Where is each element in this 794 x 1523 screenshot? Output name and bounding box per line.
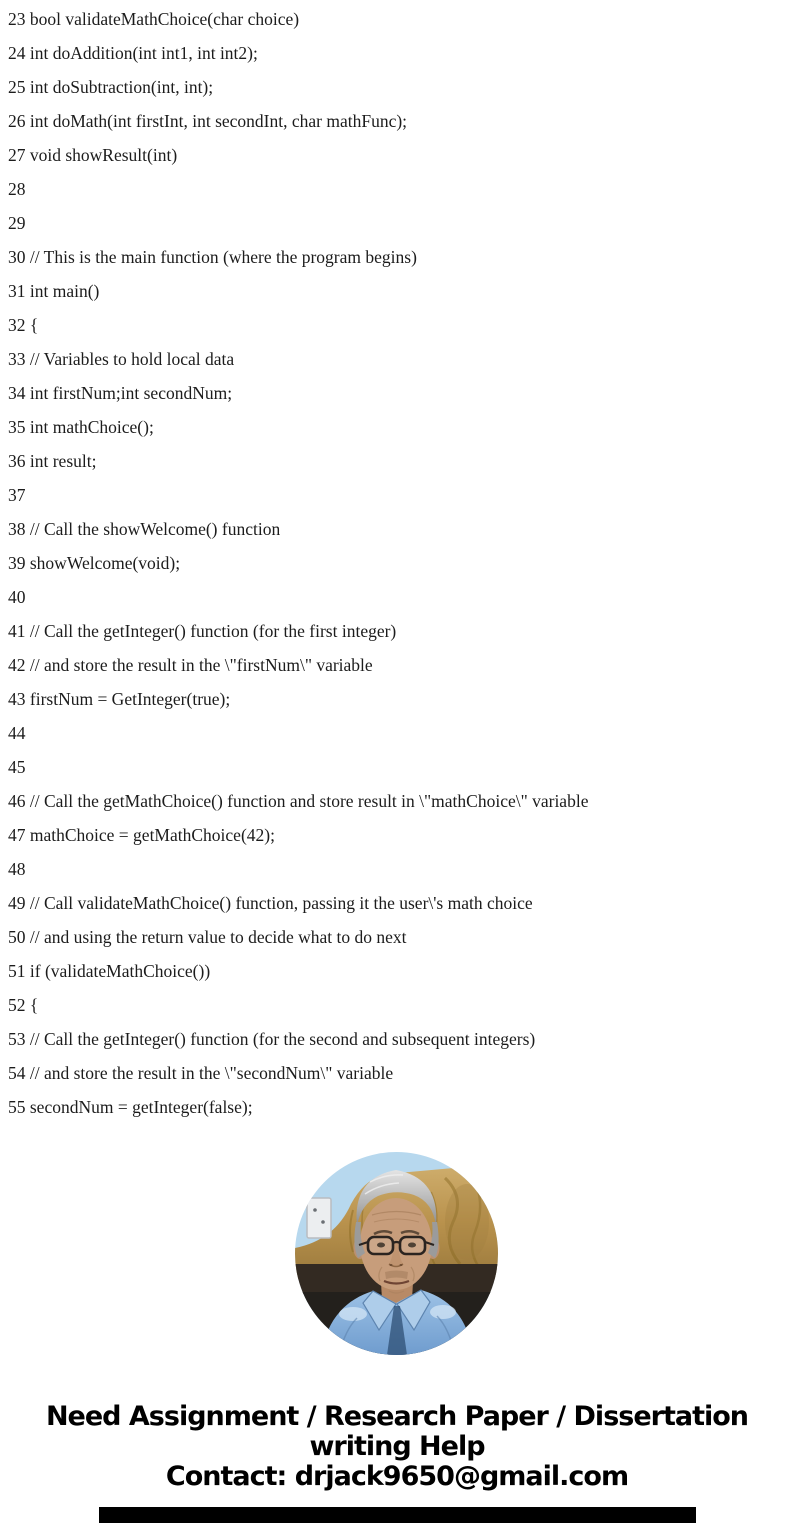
code-line: 30 // This is the main function (where the program begins)	[8, 247, 417, 267]
code-line: 44	[8, 723, 26, 743]
code-line: 27 void showResult(int)	[8, 145, 178, 165]
code-line: 23 bool validateMathChoice(char choice)	[8, 9, 300, 29]
footer-ad	[0, 1402, 794, 1492]
light-switch	[307, 1198, 331, 1238]
code-line: 40	[8, 587, 26, 607]
code-line: 41 // Call the getInteger() function (for the first integer)	[8, 621, 397, 641]
code-line: 43 firstNum = GetInteger(true);	[8, 689, 231, 709]
ad-line-2: writing Help	[309, 1431, 485, 1462]
code-line: 29	[8, 213, 26, 233]
code-line: 34 int firstNum;int secondNum;	[8, 383, 233, 403]
code-line: 25 int doSubtraction(int, int);	[8, 77, 214, 97]
code-line: 38 // Call the showWelcome() function	[8, 519, 281, 539]
ad-line-1: Need Assignment / Research Paper / Dissertation	[45, 1401, 749, 1432]
code-line: 24 int doAddition(int int1, int int2);	[8, 43, 258, 63]
code-line: 26 int doMath(int firstInt, int secondInt, char mathFunc);	[8, 111, 408, 131]
code-line: 51 if (validateMathChoice())	[8, 961, 211, 981]
code-line: 52 {	[8, 995, 39, 1015]
video-progress-bar	[99, 1507, 696, 1523]
code-line: 46 // Call the getMathChoice() function and store result in \"mathChoice\" variable	[8, 791, 589, 811]
code-line: 47 mathChoice = getMathChoice(42);	[8, 825, 275, 845]
code-line: 28	[8, 179, 26, 199]
code-line: 36 int result;	[8, 451, 97, 471]
code-listing	[8, 2, 790, 1124]
code-line: 49 // Call validateMathChoice() function, passing it the user\'s math choice	[8, 893, 533, 913]
code-line: 32 {	[8, 315, 39, 335]
code-line: 48	[8, 859, 26, 879]
presenter-photo	[295, 1152, 498, 1355]
code-line: 33 // Variables to hold local data	[8, 349, 235, 369]
contact-email-line: Contact: drjack9650@gmail.com	[165, 1461, 629, 1492]
code-line: 50 // and using the return value to decide what to do next	[8, 927, 407, 947]
code-line: 37	[8, 485, 26, 505]
presenter-avatar	[295, 1152, 498, 1355]
code-line: 55 secondNum = getInteger(false);	[8, 1097, 253, 1117]
code-line: 54 // and store the result in the \"secondNum\" variable	[8, 1063, 394, 1083]
code-line: 42 // and store the result in the \"firstNum\" variable	[8, 655, 373, 675]
code-line: 45	[8, 757, 26, 777]
code-line: 39 showWelcome(void);	[8, 553, 181, 573]
code-line: 31 int main()	[8, 281, 100, 301]
code-line: 35 int mathChoice();	[8, 417, 154, 437]
code-line: 53 // Call the getInteger() function (for the second and subsequent integers)	[8, 1029, 536, 1049]
